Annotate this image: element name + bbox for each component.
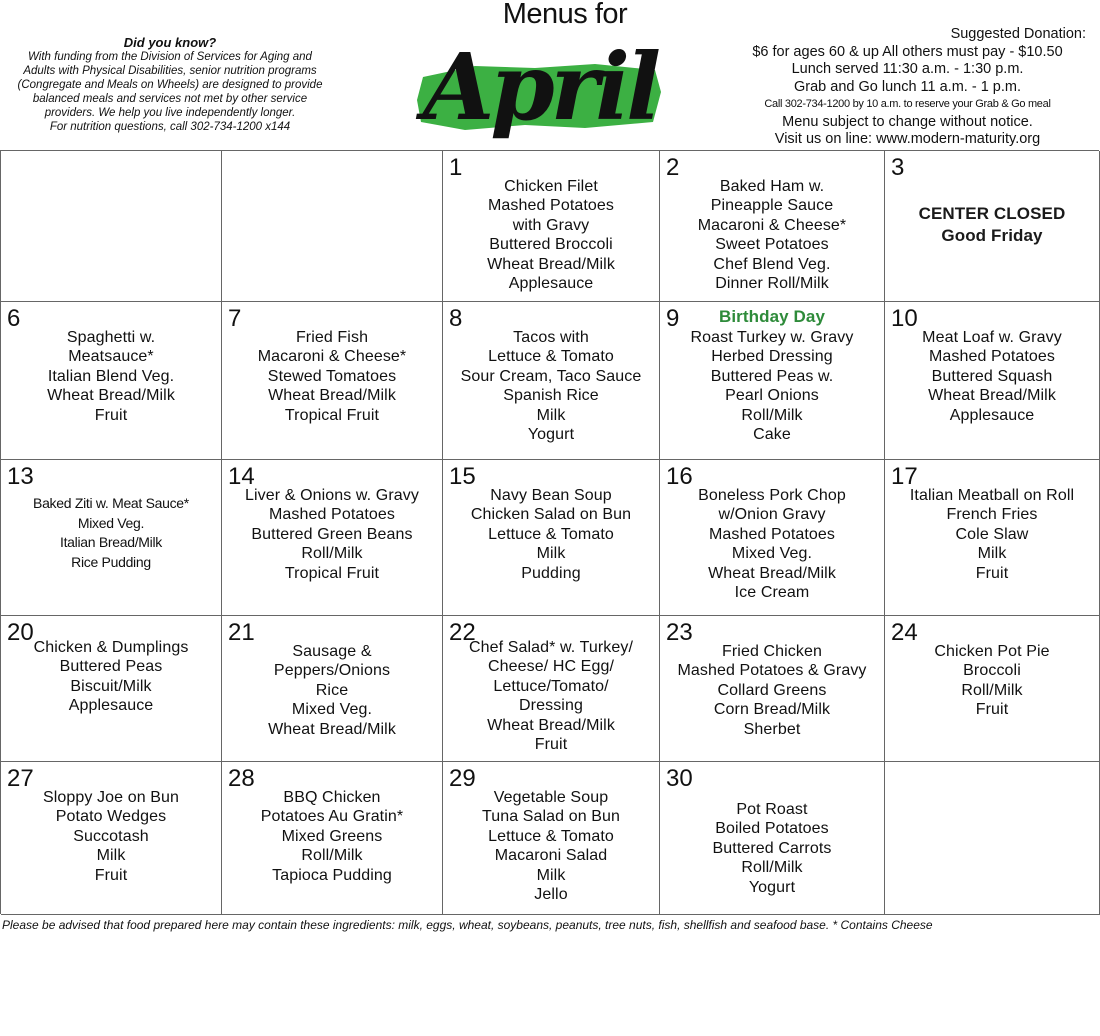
closure-notice: Good Friday (941, 226, 1043, 245)
day-cell-6 (1, 302, 222, 460)
menu-item: Chicken & Dumplings (33, 639, 189, 656)
day-cell-21 (222, 616, 443, 762)
menu-items (447, 788, 655, 904)
menu-item: Collard Greens (717, 681, 827, 699)
day-number: 1 (449, 154, 463, 181)
menu-item: Roll/Milk (741, 406, 803, 424)
menu-items (447, 328, 655, 444)
menu-item: Applesauce (68, 697, 154, 715)
menu-item: Applesauce (508, 275, 594, 293)
day-number: 14 (228, 463, 255, 490)
menu-item: Buttered Broccoli (489, 236, 613, 254)
menu-item: Cake (753, 426, 791, 444)
menu-item: Herbed Dressing (711, 348, 833, 366)
did-you-know-line: providers. We help you live independently longer. (44, 107, 296, 119)
menu-item: Rice Pudding (71, 553, 151, 570)
menu-item: Milk (977, 545, 1007, 563)
menu-item: Italian Bread/Milk (60, 534, 162, 550)
day-cell-13 (1, 460, 222, 616)
menu-item: w/Onion Gravy (718, 506, 826, 524)
menu-item: BBQ Chicken (283, 789, 381, 806)
day-cell-10 (885, 302, 1100, 460)
menu-item: Italian Blend Veg. (47, 367, 175, 385)
menu-item: Broccoli (963, 662, 1021, 680)
day-cell-23 (660, 616, 885, 762)
donation-line: $6 for ages 60 & up All others must pay - $10.50 (752, 43, 1063, 60)
menu-item: Fried Fish (295, 329, 369, 346)
menu-item: Buttered Peas (59, 658, 163, 676)
menu-item: Lettuce & Tomato (488, 525, 614, 543)
day-cell-22 (443, 616, 660, 762)
day-number: 8 (449, 305, 463, 332)
menu-item: Wheat Bread/Milk (268, 387, 396, 405)
did-you-know-line: (Congregate and Meals on Wheels) are designed to provide (17, 79, 323, 91)
menu-item: Milk (536, 545, 566, 563)
menu-item: Succotash (73, 827, 149, 845)
day-number: 17 (891, 463, 918, 490)
menu-item: Liver & Onions w. Gravy (245, 487, 419, 504)
menu-item: Sloppy Joe on Bun (42, 789, 180, 806)
day-cell-15 (443, 460, 660, 616)
menu-item: Boneless Pork Chop (698, 487, 846, 504)
menu-item: Applesauce (949, 406, 1035, 424)
menu-item: Baked Ziti w. Meat Sauce* (33, 495, 189, 511)
menu-item: Mashed Potatoes (487, 197, 615, 215)
menu-item: Buttered Green Beans (251, 525, 413, 543)
month-title-block (415, 22, 665, 152)
did-you-know-line: For nutrition questions, call 302-734-1200 x144 (49, 121, 291, 133)
menu-items (664, 486, 880, 602)
menu-item: Pearl Onions (725, 387, 819, 405)
menu-item: Wheat Bread/Milk (708, 564, 836, 582)
menu-item: Fruit (975, 564, 1009, 582)
day-cell-3 (885, 151, 1100, 302)
day-number: 16 (666, 463, 693, 490)
menu-item: Wheat Bread/Milk (487, 255, 615, 273)
menu-item: Milk (536, 866, 566, 884)
menu-item: Rice (315, 681, 349, 699)
day-number: 23 (666, 619, 693, 646)
menu-item: Mixed Veg. (731, 545, 813, 563)
menu-item: Dressing (519, 697, 583, 715)
menu-item: Chicken Pot Pie (934, 643, 1050, 660)
day-number: 6 (7, 305, 21, 332)
menu-item: Tropical Fruit (284, 406, 380, 424)
menu-item: Meatsauce* (68, 348, 154, 366)
menu-item: Sausage & (292, 643, 372, 660)
day-number: 30 (666, 765, 693, 792)
did-you-know-line: balanced meals and services not met by other service (32, 93, 308, 105)
special-event-label: Birthday Day (718, 307, 826, 326)
menu-item: Italian Meatball on Roll (909, 487, 1075, 504)
menu-item: Tropical Fruit (284, 564, 380, 582)
did-you-know-line: With funding from the Division of Services for Aging and (28, 51, 312, 63)
menu-items (5, 638, 217, 716)
menu-item: Meat Loaf w. Gravy (922, 329, 1062, 346)
menu-item: Lettuce & Tomato (488, 827, 614, 845)
menu-item: Tacos with (513, 329, 589, 346)
menu-items (226, 788, 438, 885)
menu-items (889, 328, 1095, 425)
empty-day-cell (885, 762, 1100, 915)
menu-item: Fried Chicken (721, 643, 822, 660)
allergen-note: Please be advised that food prepared here may contain these ingredients: milk, eggs, wheat, soybeans, peanuts, tree nuts, fish, shellfish and seafood base. * Contains Cheese (2, 918, 933, 932)
day-number: 3 (891, 154, 905, 181)
menu-item: Pudding (521, 564, 581, 582)
day-number: 21 (228, 619, 255, 646)
donation-line: Call 302-734-1200 by 10 a.m. to reserve your Grab & Go meal (764, 98, 1051, 110)
menu-item: Roll/Milk (301, 847, 363, 865)
menu-item: Macaroni & Cheese* (257, 348, 407, 366)
menu-item: Mashed Potatoes (928, 348, 1056, 366)
menu-item: Vegetable Soup (493, 789, 609, 806)
menu-item: Chicken Filet (504, 178, 598, 195)
menu-item: Milk (536, 406, 566, 424)
menu-item: Mashed Potatoes (708, 525, 836, 543)
menu-item: Wheat Bread/Milk (268, 720, 396, 738)
menu-items (664, 306, 880, 444)
menu-item: Baked Ham w. (719, 178, 825, 195)
menu-item: Chef Blend Veg. (713, 255, 831, 273)
donation-line: Suggested Donation: (950, 26, 1086, 42)
menu-item: Fruit (975, 701, 1009, 719)
menu-item: Cheese/ HC Egg/ (487, 658, 614, 676)
menu-items (889, 642, 1095, 720)
menu-items (889, 203, 1095, 247)
menu-items (664, 177, 880, 293)
menu-item: Roll/Milk (741, 859, 803, 877)
menu-calendar-grid (0, 150, 1099, 914)
menu-items (226, 486, 438, 583)
menu-item: Lettuce/Tomato/ (493, 677, 609, 695)
menu-item: Sour Cream, Taco Sauce (460, 367, 642, 385)
menu-item: Buttered Squash (931, 367, 1053, 385)
day-number: 13 (7, 463, 34, 490)
donation-info (715, 26, 1100, 149)
day-cell-2 (660, 151, 885, 302)
menu-items (226, 328, 438, 425)
donation-line: Grab and Go lunch 11 a.m. - 1 p.m. (793, 78, 1021, 95)
donation-line: Menu subject to change without notice. (782, 113, 1033, 130)
month-title: April (422, 33, 658, 141)
menus-for-heading: Menus for (502, 0, 628, 30)
menu-item: Boiled Potatoes (715, 820, 829, 838)
menu-item: Peppers/Onions (273, 662, 391, 680)
menu-item: Stewed Tomatoes (267, 367, 397, 385)
day-number: 9 (666, 305, 680, 332)
day-cell-20 (1, 616, 222, 762)
menu-items (889, 486, 1095, 583)
menu-item: Mashed Potatoes & Gravy (677, 662, 867, 680)
menu-item: Wheat Bread/Milk (487, 716, 615, 734)
donation-line: Visit us on line: www.modern-maturity.org (774, 131, 1041, 147)
menu-item: Potato Wedges (55, 808, 167, 826)
menu-items (5, 788, 217, 885)
menu-items (5, 328, 217, 425)
menu-item: Roll/Milk (961, 681, 1023, 699)
menu-item: Cole Slaw (955, 525, 1029, 543)
day-number: 24 (891, 619, 918, 646)
day-cell-29 (443, 762, 660, 915)
menu-item: Navy Bean Soup (490, 487, 612, 504)
day-cell-9 (660, 302, 885, 460)
menu-item: Wheat Bread/Milk (47, 387, 175, 405)
day-number: 2 (666, 154, 680, 181)
menu-item: Mixed Veg. (291, 701, 373, 719)
menu-item: Fruit (94, 866, 128, 884)
menu-item: Wheat Bread/Milk (928, 387, 1056, 405)
menu-item: Buttered Peas w. (710, 367, 834, 385)
menu-item: Mashed Potatoes (268, 506, 396, 524)
day-cell-28 (222, 762, 443, 915)
day-number: 22 (449, 619, 476, 646)
menu-item: French Fries (946, 506, 1038, 524)
menu-item: Fruit (94, 406, 128, 424)
menu-item: Macaroni Salad (494, 847, 608, 865)
menu-item: Jello (534, 886, 568, 904)
menu-item: Roll/Milk (301, 545, 363, 563)
menu-item: Pot Roast (736, 801, 808, 818)
menu-item: Yogurt (527, 426, 575, 444)
did-you-know-title: Did you know? (123, 35, 217, 50)
menu-item: with Gravy (512, 216, 590, 234)
day-number: 20 (7, 619, 34, 646)
day-number: 28 (228, 765, 255, 792)
menu-item: Potatoes Au Gratin* (260, 808, 404, 826)
closure-notice: CENTER CLOSED (918, 204, 1066, 223)
menu-items (447, 638, 655, 754)
menu-items (5, 494, 217, 572)
menu-item: Chicken Salad on Bun (470, 506, 632, 524)
empty-day-cell (222, 151, 443, 302)
day-number: 7 (228, 305, 242, 332)
menu-item: Chef Salad* w. Turkey/ (468, 639, 634, 656)
day-cell-1 (443, 151, 660, 302)
menu-item: Yogurt (748, 878, 796, 896)
day-cell-24 (885, 616, 1100, 762)
menu-items (447, 177, 655, 293)
day-cell-30 (660, 762, 885, 915)
menu-item: Lettuce & Tomato (488, 348, 614, 366)
day-number: 29 (449, 765, 476, 792)
menu-item: Roast Turkey w. Gravy (690, 329, 854, 346)
did-you-know-box (0, 36, 340, 134)
donation-line: Lunch served 11:30 a.m. - 1:30 p.m. (791, 61, 1024, 77)
menu-item: Macaroni & Cheese* (697, 216, 847, 234)
menu-items (447, 486, 655, 583)
menu-items (226, 642, 438, 739)
menu-item: Dinner Roll/Milk (715, 275, 829, 293)
menu-items (664, 642, 880, 739)
day-cell-14 (222, 460, 443, 616)
empty-day-cell (1, 151, 222, 302)
menu-item: Fruit (534, 736, 568, 754)
menu-item: Buttered Carrots (712, 839, 832, 857)
day-cell-7 (222, 302, 443, 460)
menu-item: Spaghetti w. (66, 329, 156, 346)
menu-item: Ice Cream (734, 584, 810, 602)
menu-item: Sweet Potatoes (715, 236, 829, 254)
menu-item: Tapioca Pudding (272, 866, 392, 884)
day-number: 27 (7, 765, 34, 792)
menu-item: Spanish Rice (503, 387, 599, 405)
day-number: 15 (449, 463, 476, 490)
menu-item: Biscuit/Milk (70, 677, 152, 695)
day-cell-17 (885, 460, 1100, 616)
menu-item: Mixed Veg. (77, 514, 145, 531)
menu-item: Milk (96, 847, 126, 865)
day-number: 10 (891, 305, 918, 332)
menu-items (664, 800, 880, 897)
day-cell-16 (660, 460, 885, 616)
menu-item: Tuna Salad on Bun (481, 808, 621, 826)
menu-item: Sherbet (743, 720, 801, 738)
did-you-know-line: Adults with Physical Disabilities, senior nutrition programs (23, 65, 317, 77)
menu-item: Mixed Greens (281, 827, 383, 845)
day-cell-8 (443, 302, 660, 460)
menu-item: Pineapple Sauce (710, 197, 834, 215)
menu-item: Corn Bread/Milk (713, 701, 831, 719)
day-cell-27 (1, 762, 222, 915)
